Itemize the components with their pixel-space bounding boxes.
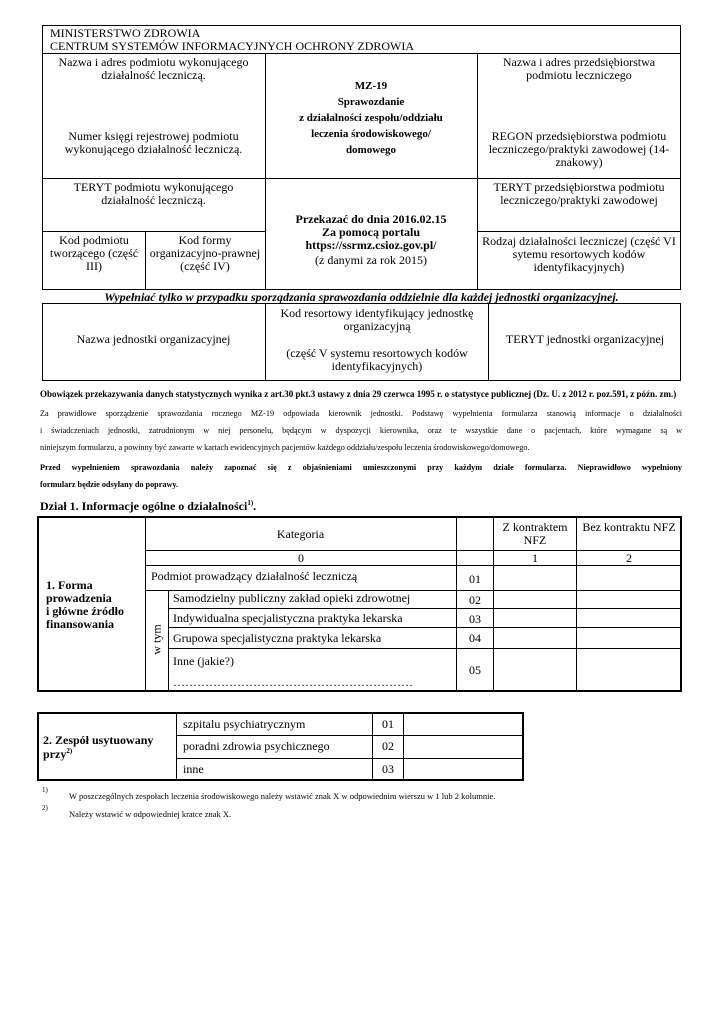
s2-row-03-label: inne: [183, 762, 204, 776]
col-number-0: 0: [298, 551, 304, 565]
row-03-no-nfz-cell[interactable]: [577, 609, 681, 627]
info-paragraph-line-1: Za prawidłowe sporządzenie sprawozdania rocznego MZ-19 odpowiada kierownik jednostki. Podstawę wypełnienia formularza stanowią informacje o działalności: [40, 409, 682, 418]
s2-row-03-cell[interactable]: [404, 759, 523, 780]
register-number-label: Numer księgi rejestrowej podmiotu wykonującego działalność leczniczą.: [64, 129, 243, 156]
regon-label: REGON przedsiębiorstwa podmiotu leczniczego/praktyki zawodowej (14-znakowy): [488, 129, 670, 169]
form-label-4: finansowania: [46, 617, 115, 631]
row-04-nfz-cell[interactable]: [494, 628, 576, 648]
col-no-nfz-header: Bez kontraktu NFZ: [582, 520, 676, 534]
row-03-nfz-cell[interactable]: [494, 609, 576, 627]
s2-row-02-code: 02: [382, 739, 394, 753]
form-title-1: Sprawozdanie: [337, 96, 405, 108]
s2-row-02-label: poradni zdrowia psychicznego: [183, 739, 330, 753]
portal-url[interactable]: https://ssrmz.csioz.gov.pl/: [305, 238, 437, 252]
s2-row-01-code: 01: [382, 717, 394, 731]
col-number-2: 2: [626, 551, 632, 565]
col-nfz-header: Z kontraktem NFZ: [502, 520, 568, 547]
teryt-enterprise-label: TERYT przedsiębiorstwa podmiotu leczniczego/praktyki zawodowej: [493, 180, 665, 207]
s2-row-02-cell[interactable]: [404, 736, 523, 758]
category-header: Kategoria: [276, 527, 325, 541]
warning-line-1: Przed wypełnieniem sprawozdania należy zapoznać się z objaśnieniami umieszczonymi przy każdym dziale formularza. Nieprawidłowo wypełniony: [40, 463, 682, 472]
unit-name-label: Nazwa jednostki organizacyjnej: [76, 332, 231, 346]
unit-teryt-label: TERYT jednostki organizacyjnej: [505, 332, 665, 346]
row-04-label: Grupowa specjalistyczna praktyka lekarska: [173, 631, 382, 645]
teryt-entity-label: TERYT podmiotu wykonującego działalność leczniczą.: [73, 180, 234, 207]
row-02-label: Samodzielny publiczny zakład opieki zdrowotnej: [173, 591, 411, 605]
row-03-label: Indywidualna specjalistyczna praktyka lekarska: [173, 611, 403, 625]
footnote-2-text: Należy wstawić w odpowiedniej kratce znak X.: [69, 809, 232, 819]
row-02-nfz-cell[interactable]: [494, 591, 576, 608]
section1-title: Dział 1. Informacje ogólne o działalności$^{1)}$.: [40, 499, 257, 513]
row-01-label: Podmiot prowadzący działalność leczniczą: [151, 569, 358, 583]
center-name: CENTRUM SYSTEMÓW INFORMACYJNYCH OCHRONY ZDROWIA: [50, 39, 415, 53]
entity-name-address-label: Nazwa i adres podmiotu wykonującego działalność leczniczą.: [58, 55, 249, 82]
row-02-code: 02: [469, 593, 481, 607]
w-tym-label: w tym: [149, 624, 164, 655]
info-paragraph-line-2: i świadczeniach jednostki, zatrudnionym w niej personelu, będącym w dyspozycji kierownika, oraz te wszystkie dane o pacjentach, które wymagane są w: [40, 426, 682, 435]
deadline: Przekazać do dnia 2016.02.15: [295, 212, 447, 226]
row-01-no-nfz-cell[interactable]: [577, 566, 681, 590]
row-05-code: 05: [469, 663, 481, 677]
form-title-4: domowego: [345, 144, 397, 156]
row-01-nfz-cell[interactable]: [494, 566, 576, 590]
form-title-2: z działalności zespołu/oddziału: [299, 112, 443, 124]
footnote-1-mark: 1): [42, 786, 48, 794]
s2-row-01-cell[interactable]: [404, 714, 523, 735]
unit-code-sublabel: (część V systemu resortowych kodów identyfikacyjnych): [286, 346, 468, 373]
row-04-no-nfz-cell[interactable]: [577, 628, 681, 648]
ministry-name: MINISTERSTWO ZDROWIA: [50, 26, 201, 40]
row-05-nfz-cell[interactable]: [494, 649, 576, 691]
row-04-code: 04: [469, 631, 481, 645]
s2-row-01-label: szpitalu psychiatrycznym: [183, 717, 306, 731]
portal-label: Za pomocą portalu: [321, 225, 420, 239]
section2-label-2: przy$^{2)}$: [43, 747, 73, 761]
form-label-2: prowadzenia: [46, 591, 112, 605]
founder-code-label: Kod podmiotu tworzącego (część III): [49, 233, 139, 273]
row-03-code: 03: [469, 612, 481, 626]
row-05-no-nfz-cell[interactable]: [577, 649, 681, 691]
enterprise-name-address-label: Nazwa i adres przedsiębiorstwa podmiotu leczniczego: [502, 55, 656, 82]
form-title-3: leczenia środowiskowego/: [311, 128, 431, 140]
section2-label-1: 2. Zespół usytuowany: [43, 733, 154, 747]
form-label-3: i główne źródło: [46, 604, 124, 618]
legal-obligation: Obowiązek przekazywania danych statystycznych wynika z art.30 pkt.3 ustawy z dnia 29 czerwca 1995 r. o statystyce publicznej (Dz. U. z 2012 r. poz.591, z późn. zm.): [40, 389, 677, 399]
unit-code-label: Kod resortowy identyfikujący jednostkę organizacyjną: [280, 306, 474, 333]
footnote-1-text: W poszczególnych zespołach leczenia środowiskowego należy wstawić znak X w odpowiednim wierszu w 1 lub 2 kolumnie.: [69, 791, 496, 801]
s2-row-03-code: 03: [382, 762, 394, 776]
legal-form-code-label: Kod formy organizacyjno-prawnej (część IV): [149, 233, 261, 273]
info-paragraph-line-3: niniejszym formularzu, a powinny być zawarte w kartach ewidencyjnych pacjentów każdego oddziału/zespołu leczenia środowiskowego/domowego.: [40, 443, 530, 452]
activity-kind-label: Rodzaj działalności leczniczej (część VI sytemu resortowych kodów identyfikacyjnych): [482, 234, 676, 274]
warning-line-2: formularz będzie odsyłany do poprawy.: [40, 480, 179, 489]
row-02-no-nfz-cell[interactable]: [577, 591, 681, 608]
form-code: MZ-19: [354, 80, 388, 92]
data-year: (z danymi za rok 2015): [315, 253, 427, 267]
row-05-label: Inne (jakie?): [173, 654, 234, 668]
row-01-code: 01: [469, 572, 481, 586]
form-label-1: 1. Forma: [46, 578, 93, 592]
unit-note: Wypełniać tylko w przypadku sporządzania sprawozdania oddzielnie dla każdej jednostki organizacyjnej.: [104, 290, 619, 304]
footnote-2-mark: 2): [42, 804, 48, 812]
col-number-1: 1: [532, 551, 538, 565]
row-05-other-input[interactable]: ……………………………………………………: [173, 676, 413, 689]
